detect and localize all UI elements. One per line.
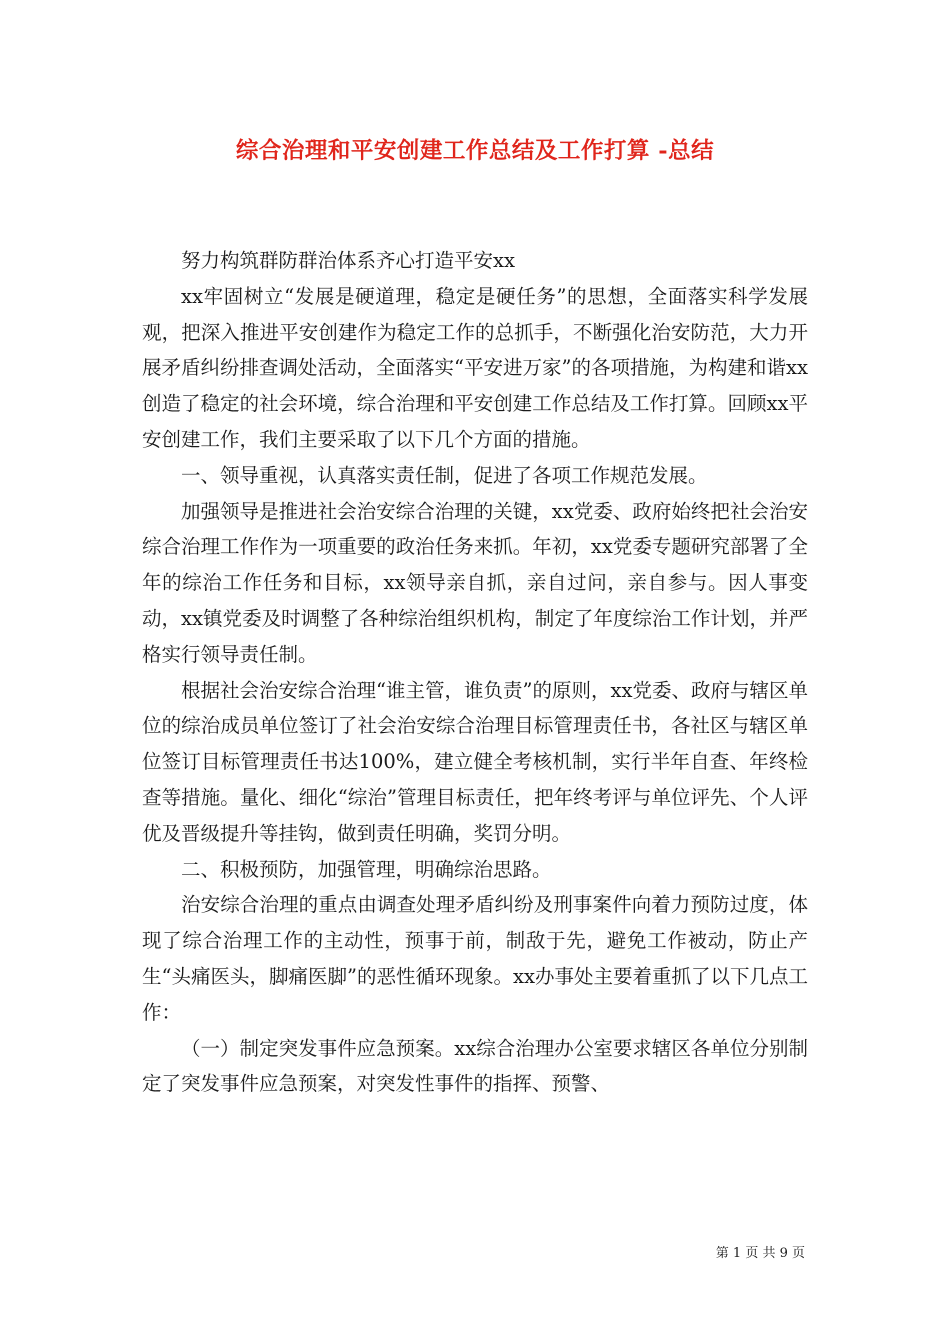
paragraph: xx牢固树立“发展是硬道理，稳定是硬任务”的思想，全面落实科学发展观，把深入推进平安创建作为稳定工作的总抓手，不断强化治安防范，大力开展矛盾纠纷排查调处活动，全面落实“平安进万家”的各项措施，为构建和谐xx创造了稳定的社会环境，综合治理和平安创建工作总结及工作打算。回顾xx平安创建工作，我们主要采取了以下几个方面的措施。 [142,284,808,451]
section-heading: 二、积极预防，加强管理，明确综治思路。 [181,857,552,881]
paragraph: （一）制定突发事件应急预案。xx综合治理办公室要求辖区各单位分别制定了突发事件应急预案，对突发性事件的指挥、预警、 [142,1036,808,1096]
page-number: 第 1 页 共 9 页 [715,1246,805,1261]
paragraph-subtitle: 努力构筑群防群治体系齐心打造平安xx [181,249,515,272]
document-title: 综合治理和平安创建工作总结及工作打算 -总结 [235,138,715,164]
document-body [142,243,808,1102]
section-heading: 一、领导重视，认真落实责任制，促进了各项工作规范发展。 [181,463,708,487]
paragraph: 根据社会治安综合治理“谁主管，谁负责”的原则，xx党委、政府与辖区单位的综治成员单位签订了社会治安综合治理目标管理责任书，各社区与辖区单位签订目标管理责任书达100%，建立健全考核机制，实行半年自查、年终检查等措施。量化、细化“综治”管理目标责任，把年终考评与单位评先、个人评优及晋级提升等挂钩，做到责任明确，奖罚分明。 [142,678,808,845]
paragraph: 加强领导是推进社会治安综合治理的关键，xx党委、政府始终把社会治安综合治理工作作为一项重要的政治任务来抓。年初，xx党委专题研究部署了全年的综治工作任务和目标，xx领导亲自抓，亲自过问，亲自参与。因人事变动，xx镇党委及时调整了各种综治组织机构，制定了年度综治工作计划，并严格实行领导责任制。 [142,499,808,666]
paragraph: 治安综合治理的重点由调查处理矛盾纠纷及刑事案件向着力预防过度，体现了综合治理工作的主动性，预事于前，制敌于先，避免工作被动，防止产生“头痛医头，脚痛医脚”的恶性循环现象。xx办事处主要着重抓了以下几点工作： [142,893,808,1024]
